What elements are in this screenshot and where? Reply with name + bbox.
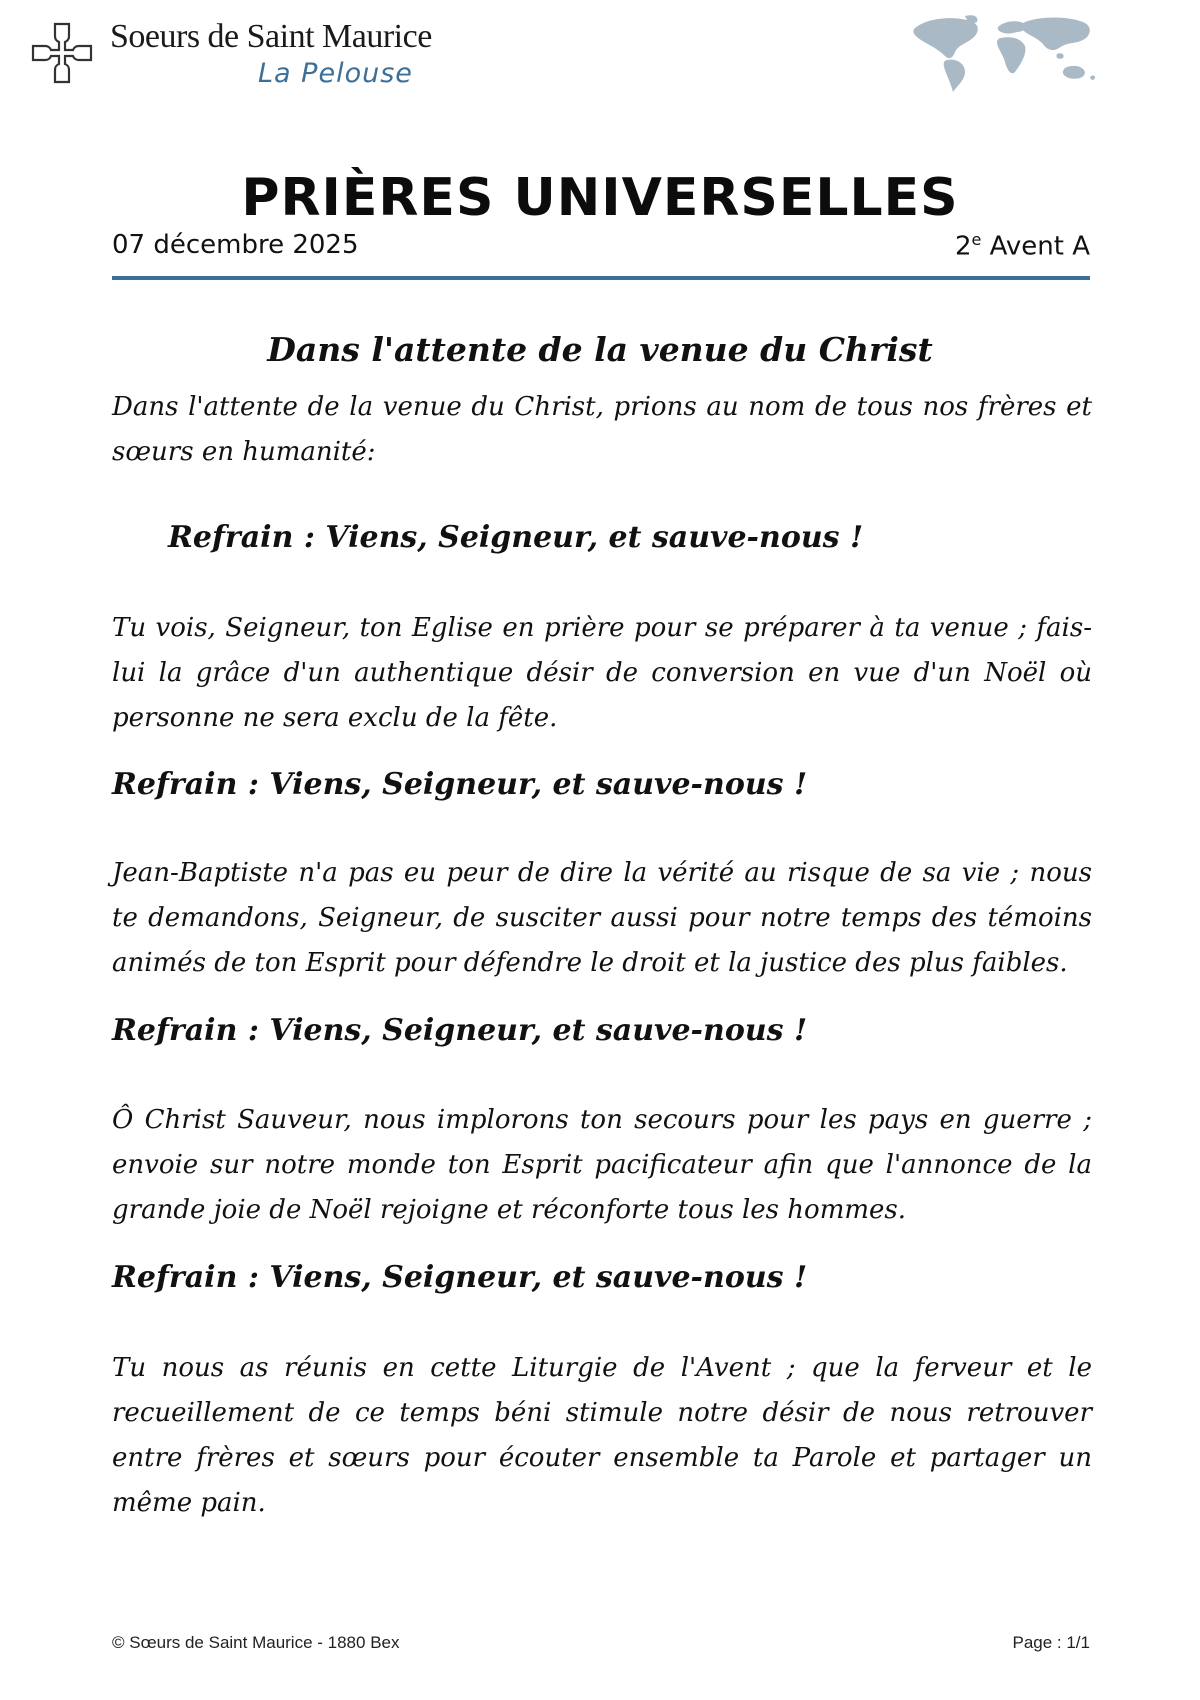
header-divider [112,276,1090,280]
page-title: PRIÈRES UNIVERSELLES [241,168,959,228]
brand-name: Soeurs de Saint Maurice [110,18,432,55]
liturgical-season [955,230,1090,262]
page-number: Page : 1/1 [1012,1633,1090,1652]
season-sup: e [971,230,982,249]
brand [110,20,432,89]
intro-paragraph: Dans l'attente de la venue du Christ, prions au nom de tous nos frères et sœurs en humanité: [112,392,1092,467]
brand-subtitle: La Pelouse [258,58,413,89]
refrain: Refrain : Viens, Seigneur, et sauve-nous ! [112,1260,808,1295]
prayer-paragraph: Ô Christ Sauveur, nous implorons ton secours pour les pays en guerre ; envoie sur notre monde ton Esprit pacificateur afin que l'annonce de la grande joie de Noël rejoigne et réconforte tous les hommes. [112,1105,1092,1225]
refrain: Refrain : Viens, Seigneur, et sauve-nous ! [112,1013,808,1048]
document-date: 07 décembre 2025 [112,230,359,260]
section-subtitle: Dans l'attente de la venue du Christ [267,330,933,369]
cross-icon [22,18,102,98]
footer-copyright: © Sœurs de Saint Maurice - 1880 Bex [112,1633,400,1652]
prayer-paragraph: Tu nous as réunis en cette Liturgie de l'Avent ; que la ferveur et le recueillement de ce temps béni stimule notre désir de nous retrouver entre frères et sœurs pour écouter ensemble ta Parole et partager un même pain. [112,1353,1092,1518]
world-map-icon [907,14,1102,94]
header [22,14,1102,94]
refrain: Refrain : Viens, Seigneur, et sauve-nous ! [112,767,808,802]
season-number: 2 [954,231,972,262]
season-rest: Avent A [981,231,1090,262]
prayer-paragraph: Tu vois, Seigneur, ton Eglise en prière pour se préparer à ta venue ; fais-lui la grâce d'un authentique désir de conversion en vue d'un Noël où personne ne sera exclu de la fête. [112,613,1092,733]
refrain: Refrain : Viens, Seigneur, et sauve-nous ! [168,520,864,555]
prayer-paragraph: Jean-Baptiste n'a pas eu peur de dire la vérité au risque de sa vie ; nous te demandons, Seigneur, de susciter aussi pour notre temps des témoins animés de ton Esprit pour défendre le droit et la justice des plus faibles. [112,858,1092,978]
